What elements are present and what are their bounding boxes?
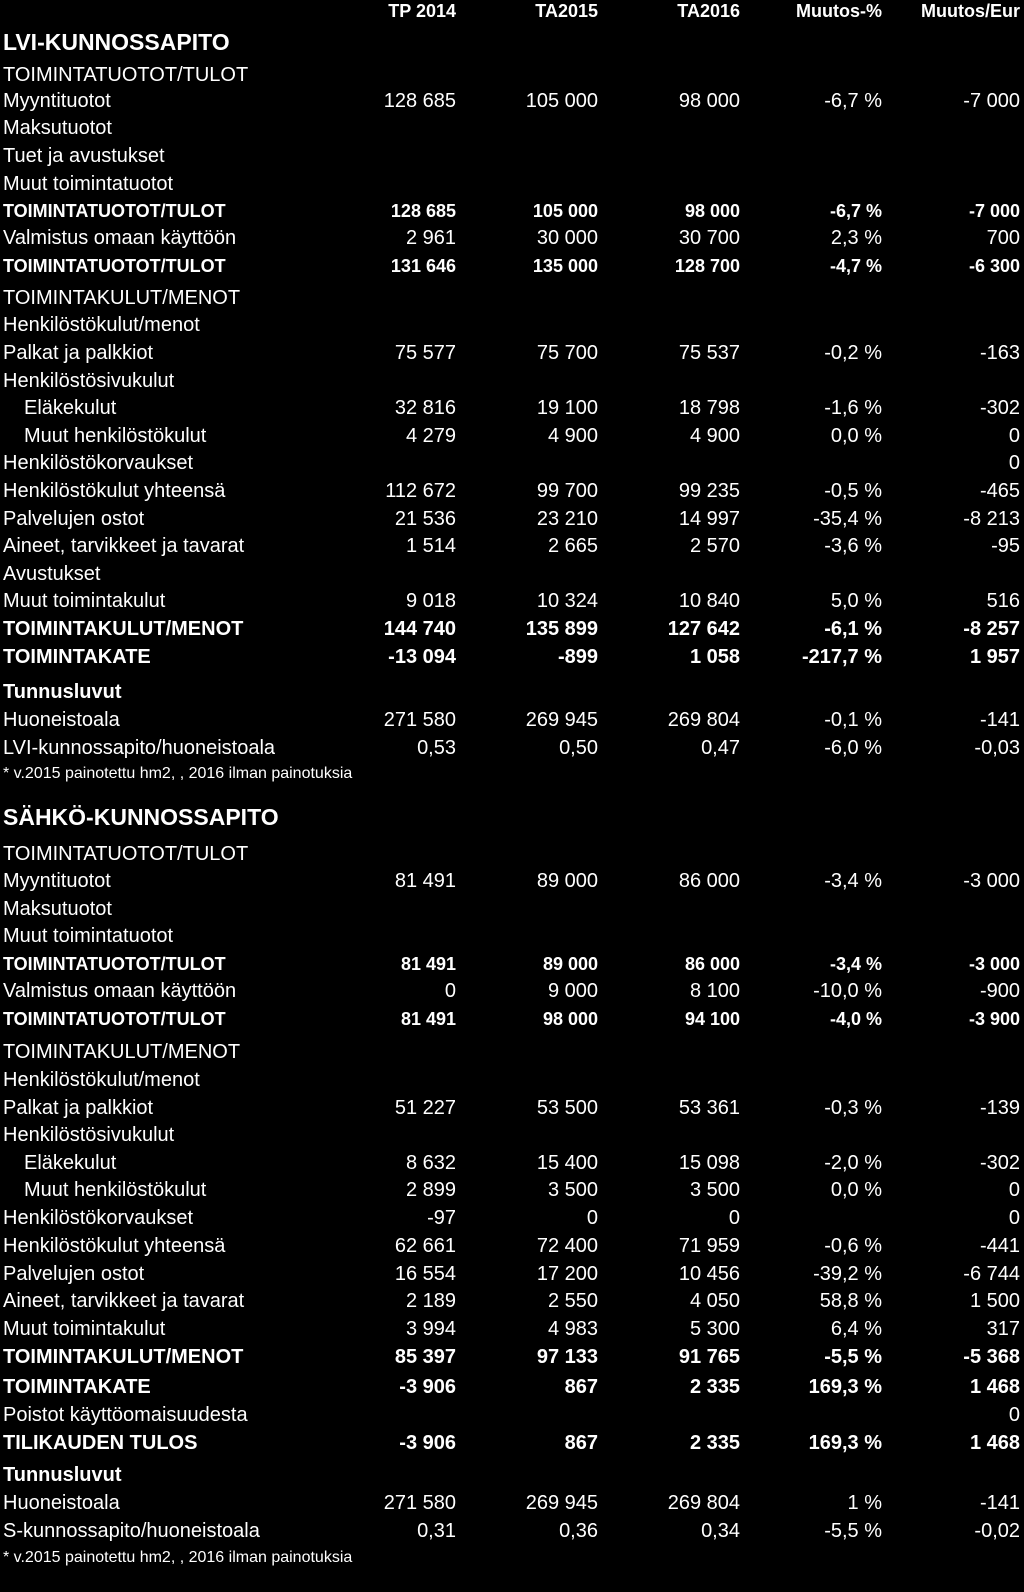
value-change-percent: 0,0 %: [830, 425, 882, 447]
value-change-percent: 0,0 %: [830, 1179, 882, 1201]
table-row: [0, 1094, 1024, 1122]
column-header-change-percent: Muutos-%: [796, 1, 882, 21]
value-tp2014: 9 018: [405, 590, 456, 612]
table-row: [0, 1204, 1024, 1232]
row-label: TILIKAUDEN TULOS: [3, 1432, 198, 1454]
table-row: [0, 867, 1024, 895]
value-ta2015: 867: [564, 1432, 598, 1454]
value-ta2016: 94 100: [684, 1009, 740, 1029]
row-label: Henkilöstösivukulut: [3, 370, 175, 392]
value-change-percent: -5,5 %: [824, 1346, 882, 1368]
value-ta2016: 30 700: [678, 227, 740, 249]
value-change-eur: -3 000: [968, 954, 1020, 974]
value-ta2016: 0,34: [701, 1520, 740, 1542]
table-row: [0, 734, 1024, 762]
value-tp2014: -3 906: [399, 1376, 456, 1398]
table-row: [0, 706, 1024, 734]
table-row: [0, 895, 1024, 923]
value-tp2014: 1 514: [405, 535, 456, 557]
value-ta2015: 105 000: [525, 90, 598, 112]
value-change-eur: -95: [991, 535, 1020, 557]
value-change-percent: -3,4 %: [824, 870, 882, 892]
value-tp2014: 4 279: [405, 425, 456, 447]
table-row: [0, 1260, 1024, 1288]
table-row: [0, 950, 1024, 978]
row-label: TOIMINTATUOTOT/TULOT: [3, 954, 226, 974]
row-label: Henkilöstökulut yhteensä: [3, 480, 226, 502]
table-row: [0, 922, 1024, 950]
value-change-eur: 516: [986, 590, 1020, 612]
value-tp2014: 271 580: [383, 709, 456, 731]
value-tp2014: -97: [427, 1207, 456, 1229]
value-tp2014: 81 491: [400, 1009, 456, 1029]
value-change-percent: -4,7 %: [829, 256, 882, 276]
table-row: [0, 394, 1024, 422]
value-ta2016: 4 900: [689, 425, 740, 447]
value-ta2015: 105 000: [532, 201, 598, 221]
value-change-percent: -6,7 %: [824, 90, 882, 112]
column-header-ta2015: TA2015: [535, 1, 598, 21]
value-change-eur: 700: [986, 227, 1020, 249]
value-ta2015: 53 500: [536, 1097, 598, 1119]
value-ta2016: 3 500: [689, 1179, 740, 1201]
row-label: TOIMINTAKATE: [3, 1376, 151, 1398]
table-row: [0, 1315, 1024, 1343]
table-row: [0, 1429, 1024, 1457]
table-row: [0, 532, 1024, 560]
value-tp2014: 2 899: [405, 1179, 456, 1201]
value-tp2014: 81 491: [394, 870, 456, 892]
value-change-percent: -5,5 %: [824, 1520, 882, 1542]
table-row: [0, 284, 1024, 312]
value-tp2014: 144 740: [383, 618, 456, 640]
value-change-eur: -6 744: [963, 1263, 1020, 1285]
table-row: [0, 28, 1024, 56]
table-row: [0, 1149, 1024, 1177]
table-row: [0, 61, 1024, 89]
row-label: TOIMINTAKATE: [3, 646, 151, 668]
value-change-percent: -39,2 %: [813, 1263, 882, 1285]
table-row: [0, 1121, 1024, 1149]
table-row: [0, 1461, 1024, 1489]
value-ta2015: 0: [586, 1207, 598, 1229]
value-change-eur: -141: [979, 709, 1020, 731]
value-ta2016: 8 100: [689, 980, 740, 1002]
value-ta2015: 4 900: [547, 425, 598, 447]
row-label: S-kunnossapito/huoneistoala: [3, 1520, 260, 1542]
row-label: Aineet, tarvikkeet ja tavarat: [3, 535, 245, 557]
value-ta2016: 86 000: [684, 954, 740, 974]
value-ta2015: 15 400: [536, 1152, 598, 1174]
value-change-eur: 0: [1008, 452, 1020, 474]
table-row: [0, 224, 1024, 252]
value-change-percent: 58,8 %: [819, 1290, 882, 1312]
row-label: TOIMINTAKULUT/MENOT: [3, 1346, 244, 1368]
value-ta2015: 89 000: [542, 954, 598, 974]
row-label: Henkilöstösivukulut: [3, 1124, 175, 1146]
value-change-eur: -3 900: [968, 1009, 1020, 1029]
table-row: [0, 1544, 1024, 1572]
table-row: [0, 1038, 1024, 1066]
value-tp2014: 21 536: [394, 508, 456, 530]
value-change-percent: -6,7 %: [829, 201, 882, 221]
row-label: Muut toimintakulut: [3, 590, 166, 612]
table-row: [0, 840, 1024, 868]
value-ta2015: 4 983: [547, 1318, 598, 1340]
value-ta2016: 98 000: [678, 90, 740, 112]
value-tp2014: 271 580: [383, 1492, 456, 1514]
value-change-eur: -465: [979, 480, 1020, 502]
value-ta2015: 72 400: [536, 1235, 598, 1257]
value-change-percent: -0,6 %: [824, 1235, 882, 1257]
row-label: Henkilöstökulut/menot: [3, 314, 200, 336]
table-row: [0, 311, 1024, 339]
value-change-percent: -6,1 %: [824, 618, 882, 640]
row-label: Valmistus omaan käyttöön: [3, 980, 237, 1002]
row-label: Palvelujen ostot: [3, 508, 145, 530]
table-row: [0, 643, 1024, 671]
value-change-eur: -0,03: [974, 737, 1020, 759]
value-change-eur: 0: [1008, 1179, 1020, 1201]
value-change-eur: -7 000: [963, 90, 1020, 112]
value-ta2015: 10 324: [536, 590, 598, 612]
value-change-percent: -3,4 %: [829, 954, 882, 974]
row-label: Poistot käyttöomaisuudesta: [3, 1404, 248, 1426]
row-label: Maksutuotot: [3, 898, 112, 920]
table-row: [0, 422, 1024, 450]
row-label: TOIMINTAKULUT/MENOT: [3, 618, 244, 640]
table-row: [0, 1343, 1024, 1371]
table-row: [0, 114, 1024, 142]
table-row: [0, 587, 1024, 615]
value-change-eur: -0,02: [974, 1520, 1020, 1542]
table-row: [0, 803, 1024, 831]
value-ta2016: 2 335: [689, 1376, 740, 1398]
table-row: [0, 505, 1024, 533]
row-label: Henkilöstökorvaukset: [3, 1207, 194, 1229]
row-label: Palvelujen ostot: [3, 1263, 145, 1285]
value-ta2015: 135 000: [532, 256, 598, 276]
value-change-percent: 5,0 %: [830, 590, 882, 612]
value-ta2015: 99 700: [536, 480, 598, 502]
value-change-eur: -163: [979, 342, 1020, 364]
row-label: Tunnusluvut: [3, 681, 122, 703]
row-label: Maksutuotot: [3, 117, 112, 139]
value-tp2014: 85 397: [394, 1346, 456, 1368]
row-label: Tuet ja avustukset: [3, 145, 165, 167]
value-tp2014: 131 646: [390, 256, 456, 276]
row-label: Henkilöstökulut yhteensä: [3, 1235, 226, 1257]
value-change-eur: -441: [979, 1235, 1020, 1257]
table-row: [0, 1373, 1024, 1401]
value-ta2016: 128 700: [674, 256, 740, 276]
value-change-eur: 1 468: [969, 1376, 1020, 1398]
column-header-row: [0, 0, 1024, 25]
value-ta2015: 269 945: [525, 709, 598, 731]
value-ta2016: 14 997: [678, 508, 740, 530]
value-ta2016: 99 235: [678, 480, 740, 502]
table-row: [0, 449, 1024, 477]
row-label: Myyntituotot: [3, 90, 111, 112]
table-row: [0, 678, 1024, 706]
row-label: Henkilöstökorvaukset: [3, 452, 194, 474]
column-header-tp2014: TP 2014: [388, 1, 456, 21]
value-change-percent: -3,6 %: [824, 535, 882, 557]
value-ta2016: 75 537: [678, 342, 740, 364]
value-ta2016: 15 098: [678, 1152, 740, 1174]
row-label: Henkilöstökulut/menot: [3, 1069, 200, 1091]
value-change-eur: -5 368: [963, 1346, 1020, 1368]
value-tp2014: 0,31: [417, 1520, 456, 1542]
table-row: [0, 339, 1024, 367]
value-change-eur: -7 000: [968, 201, 1020, 221]
value-tp2014: 2 189: [405, 1290, 456, 1312]
row-label: TOIMINTATUOTOT/TULOT: [3, 64, 249, 86]
value-change-percent: -0,5 %: [824, 480, 882, 502]
row-label: TOIMINTAKULUT/MENOT: [3, 1041, 241, 1063]
value-tp2014: 128 685: [390, 201, 456, 221]
value-tp2014: 2 961: [405, 227, 456, 249]
value-change-percent: 169,3 %: [808, 1432, 882, 1454]
value-tp2014: 8 632: [405, 1152, 456, 1174]
row-label: Muut henkilöstökulut: [24, 1179, 207, 1201]
value-ta2016: 5 300: [689, 1318, 740, 1340]
value-ta2016: 269 804: [667, 709, 740, 731]
value-ta2016: 10 840: [678, 590, 740, 612]
row-label: Muut toimintakulut: [3, 1318, 166, 1340]
value-ta2016: 0: [728, 1207, 740, 1229]
row-label: Huoneistoala: [3, 1492, 120, 1514]
value-change-eur: 317: [986, 1318, 1020, 1340]
value-ta2015: 97 133: [536, 1346, 598, 1368]
value-ta2015: 89 000: [536, 870, 598, 892]
value-ta2015: 9 000: [547, 980, 598, 1002]
value-ta2015: 135 899: [525, 618, 598, 640]
value-ta2016: 269 804: [667, 1492, 740, 1514]
row-label: TOIMINTAKULUT/MENOT: [3, 287, 241, 309]
value-tp2014: 16 554: [394, 1263, 456, 1285]
row-label: Avustukset: [3, 563, 101, 585]
column-header-change-eur: Muutos/Eur: [921, 1, 1020, 21]
value-change-eur: 0: [1008, 425, 1020, 447]
value-change-eur: -302: [979, 397, 1020, 419]
value-ta2016: 18 798: [678, 397, 740, 419]
value-ta2015: 2 665: [547, 535, 598, 557]
table-row: [0, 1401, 1024, 1429]
value-change-percent: 169,3 %: [808, 1376, 882, 1398]
value-ta2015: 867: [564, 1376, 598, 1398]
table-row: [0, 1005, 1024, 1033]
table-row: [0, 142, 1024, 170]
table-row: [0, 1066, 1024, 1094]
row-label: LVI-KUNNOSSAPITO: [3, 29, 230, 55]
value-change-percent: -0,2 %: [824, 342, 882, 364]
value-tp2014: 81 491: [400, 954, 456, 974]
value-ta2016: 98 000: [684, 201, 740, 221]
table-row: [0, 560, 1024, 588]
value-ta2016: 1 058: [689, 646, 740, 668]
row-label: Eläkekulut: [24, 397, 117, 419]
row-label: SÄHKÖ-KUNNOSSAPITO: [3, 804, 279, 830]
value-ta2016: 4 050: [689, 1290, 740, 1312]
row-label: Muut henkilöstökulut: [24, 425, 207, 447]
value-ta2016: 2 570: [689, 535, 740, 557]
row-label: Palkat ja palkkiot: [3, 342, 154, 364]
row-label: Eläkekulut: [24, 1152, 117, 1174]
table-row: [0, 197, 1024, 225]
value-ta2015: 0,36: [559, 1520, 598, 1542]
value-ta2016: 2 335: [689, 1432, 740, 1454]
table-row: [0, 760, 1024, 788]
value-tp2014: 62 661: [394, 1235, 456, 1257]
value-tp2014: -3 906: [399, 1432, 456, 1454]
value-change-eur: -8 257: [963, 618, 1020, 640]
row-label: Valmistus omaan käyttöön: [3, 227, 237, 249]
value-tp2014: 32 816: [394, 397, 456, 419]
row-label: Muut toimintatuotot: [3, 925, 174, 947]
value-change-percent: 1 %: [847, 1492, 882, 1514]
row-label: Muut toimintatuotot: [3, 173, 174, 195]
value-tp2014: 128 685: [383, 90, 456, 112]
column-header-ta2016: TA2016: [677, 1, 740, 21]
value-change-percent: -0,3 %: [824, 1097, 882, 1119]
value-ta2015: 30 000: [536, 227, 598, 249]
value-ta2015: 19 100: [536, 397, 598, 419]
row-label: TOIMINTATUOTOT/TULOT: [3, 843, 249, 865]
table-row: [0, 1232, 1024, 1260]
value-change-percent: -10,0 %: [813, 980, 882, 1002]
value-change-percent: -217,7 %: [801, 646, 882, 668]
row-label: * v.2015 painotettu hm2, , 2016 ilman painotuksia: [3, 1549, 353, 1566]
value-change-percent: -2,0 %: [824, 1152, 882, 1174]
row-label: Palkat ja palkkiot: [3, 1097, 154, 1119]
value-change-eur: -139: [979, 1097, 1020, 1119]
value-ta2016: 71 959: [678, 1235, 740, 1257]
value-change-eur: -141: [979, 1492, 1020, 1514]
row-label: Tunnusluvut: [3, 1464, 122, 1486]
value-ta2015: 98 000: [542, 1009, 598, 1029]
table-row: [0, 252, 1024, 280]
row-label: * v.2015 painotettu hm2, , 2016 ilman painotuksia: [3, 765, 353, 782]
value-tp2014: 0: [444, 980, 456, 1002]
value-change-eur: -3 000: [963, 870, 1020, 892]
table-row: [0, 477, 1024, 505]
value-change-eur: 0: [1008, 1404, 1020, 1426]
value-change-eur: 0: [1008, 1207, 1020, 1229]
table-row: [0, 977, 1024, 1005]
row-label: TOIMINTATUOTOT/TULOT: [3, 201, 226, 221]
value-ta2015: 17 200: [536, 1263, 598, 1285]
value-change-percent: -4,0 %: [829, 1009, 882, 1029]
value-ta2016: 91 765: [678, 1346, 740, 1368]
value-ta2015: 3 500: [547, 1179, 598, 1201]
row-label: Huoneistoala: [3, 709, 120, 731]
value-ta2015: 2 550: [547, 1290, 598, 1312]
value-ta2016: 10 456: [678, 1263, 740, 1285]
value-tp2014: 112 672: [385, 480, 456, 502]
table-row: [0, 367, 1024, 395]
value-change-percent: -35,4 %: [813, 508, 882, 530]
table-row: [0, 1176, 1024, 1204]
value-change-percent: 2,3 %: [830, 227, 882, 249]
value-ta2015: 0,50: [559, 737, 598, 759]
value-ta2016: 0,47: [701, 737, 740, 759]
value-ta2016: 53 361: [678, 1097, 740, 1119]
value-change-percent: 6,4 %: [830, 1318, 882, 1340]
value-ta2015: -899: [557, 646, 598, 668]
value-change-eur: 1 957: [969, 646, 1020, 668]
value-tp2014: 75 577: [394, 342, 456, 364]
value-ta2016: 127 642: [667, 618, 740, 640]
table-row: [0, 87, 1024, 115]
table-row: [0, 1489, 1024, 1517]
value-tp2014: -13 094: [388, 646, 456, 668]
row-label: TOIMINTATUOTOT/TULOT: [3, 1009, 226, 1029]
table-row: [0, 1287, 1024, 1315]
value-tp2014: 3 994: [405, 1318, 456, 1340]
value-change-percent: -0,1 %: [824, 709, 882, 731]
value-change-eur: -6 300: [968, 256, 1020, 276]
table-row: [0, 1517, 1024, 1545]
value-change-percent: -1,6 %: [824, 397, 882, 419]
value-ta2016: 86 000: [678, 870, 740, 892]
table-row: [0, 615, 1024, 643]
value-change-eur: 1 500: [969, 1290, 1020, 1312]
value-change-eur: -302: [979, 1152, 1020, 1174]
value-change-eur: 1 468: [969, 1432, 1020, 1454]
table-row: [0, 170, 1024, 198]
value-tp2014: 51 227: [394, 1097, 456, 1119]
row-label: Aineet, tarvikkeet ja tavarat: [3, 1290, 245, 1312]
row-label: Myyntituotot: [3, 870, 111, 892]
value-ta2015: 23 210: [536, 508, 598, 530]
value-change-eur: -8 213: [963, 508, 1020, 530]
value-change-eur: -900: [979, 980, 1020, 1002]
value-ta2015: 269 945: [525, 1492, 598, 1514]
value-ta2015: 75 700: [536, 342, 598, 364]
value-tp2014: 0,53: [417, 737, 456, 759]
value-change-percent: -6,0 %: [824, 737, 882, 759]
row-label: LVI-kunnossapito/huoneistoala: [3, 737, 276, 759]
row-label: TOIMINTATUOTOT/TULOT: [3, 256, 226, 276]
